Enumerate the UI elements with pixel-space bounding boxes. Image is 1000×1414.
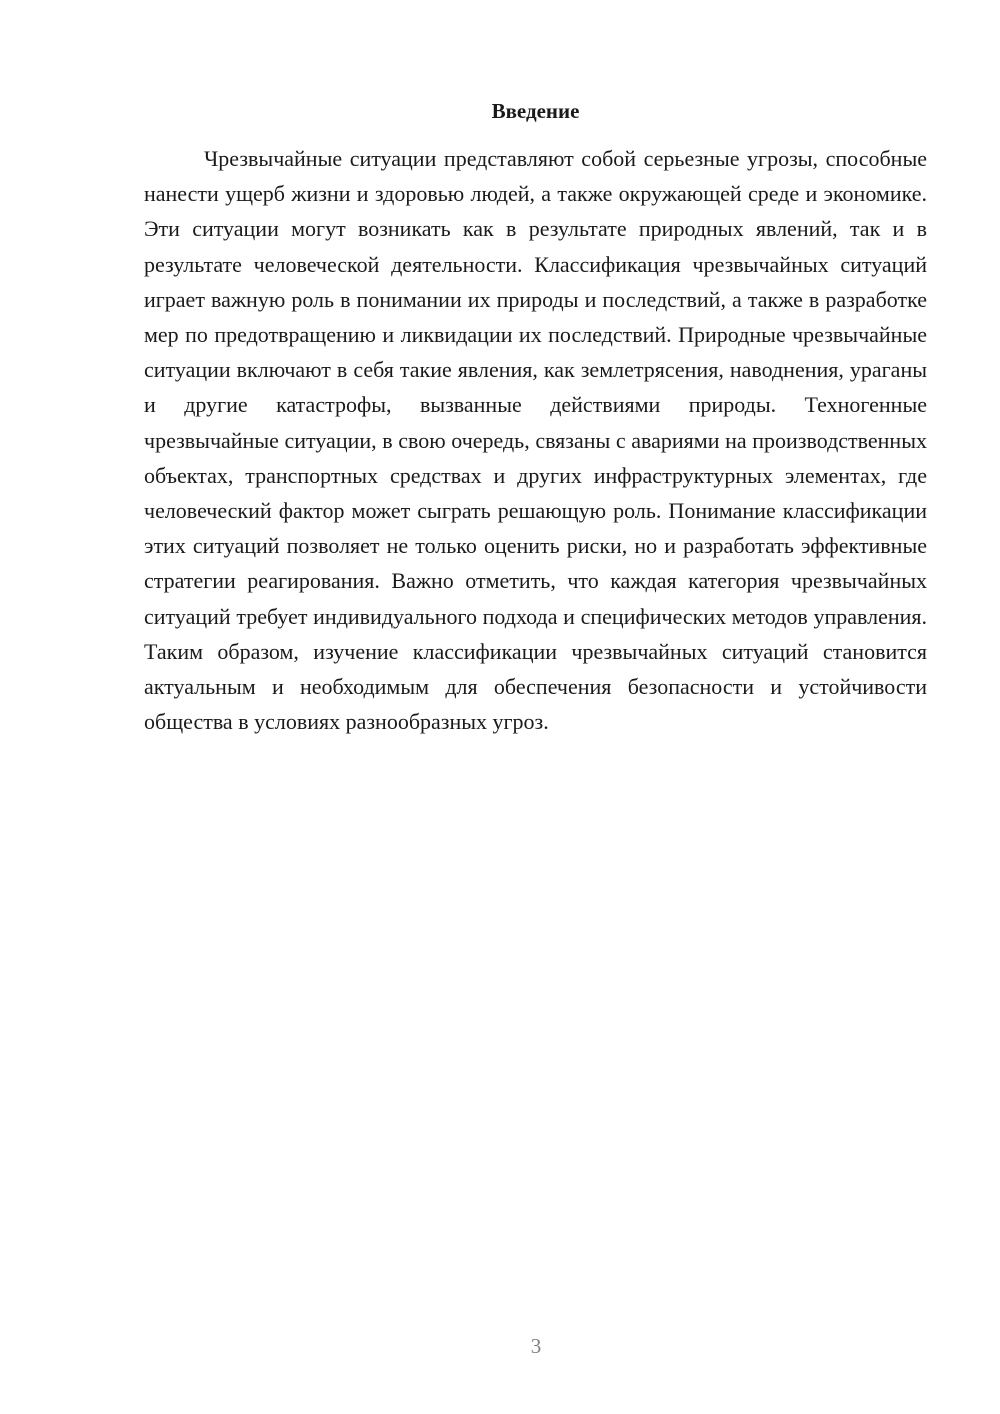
body-paragraph: Чрезвычайные ситуации представляют собой серьезные угрозы, способные нанести ущерб жизни и здоровью людей, а также окружающей среде и экономике. Эти ситуации могут возникать как в результате природных явлений, так и в результате человеческой деятельности. Классификация чрезвычайных ситуаций играет важную роль в понимании их природы и последствий, а также в разработке мер по предотвращению и ликвидации их последствий. Природные чрезвычайные ситуации включают в себя такие явления, как землетрясения, наводнения, ураганы и другие катастрофы, вызванные действиями природы. Техногенные чрезвычайные ситуации, в свою очередь, связаны с авариями на производственных объектах, транспортных средствах и других инфраструктурных элементах, где человеческий фактор может сыграть решающую роль. Понимание классификации этих ситуаций позволяет не только оценить риски, но и разработать эффективные стратегии реагирования. Важно отметить, что каждая категория чрезвычайных ситуаций требует индивидуального подхода и специфических методов управления. Таким образом, изучение классификации чрезвычайных ситуаций становится актуальным и необходимым для обеспечения безопасности и устойчивости общества в условиях разнообразных угроз. (144, 146, 927, 735)
section-heading: Введение (491, 99, 580, 123)
page-number: 3 (530, 1334, 542, 1358)
